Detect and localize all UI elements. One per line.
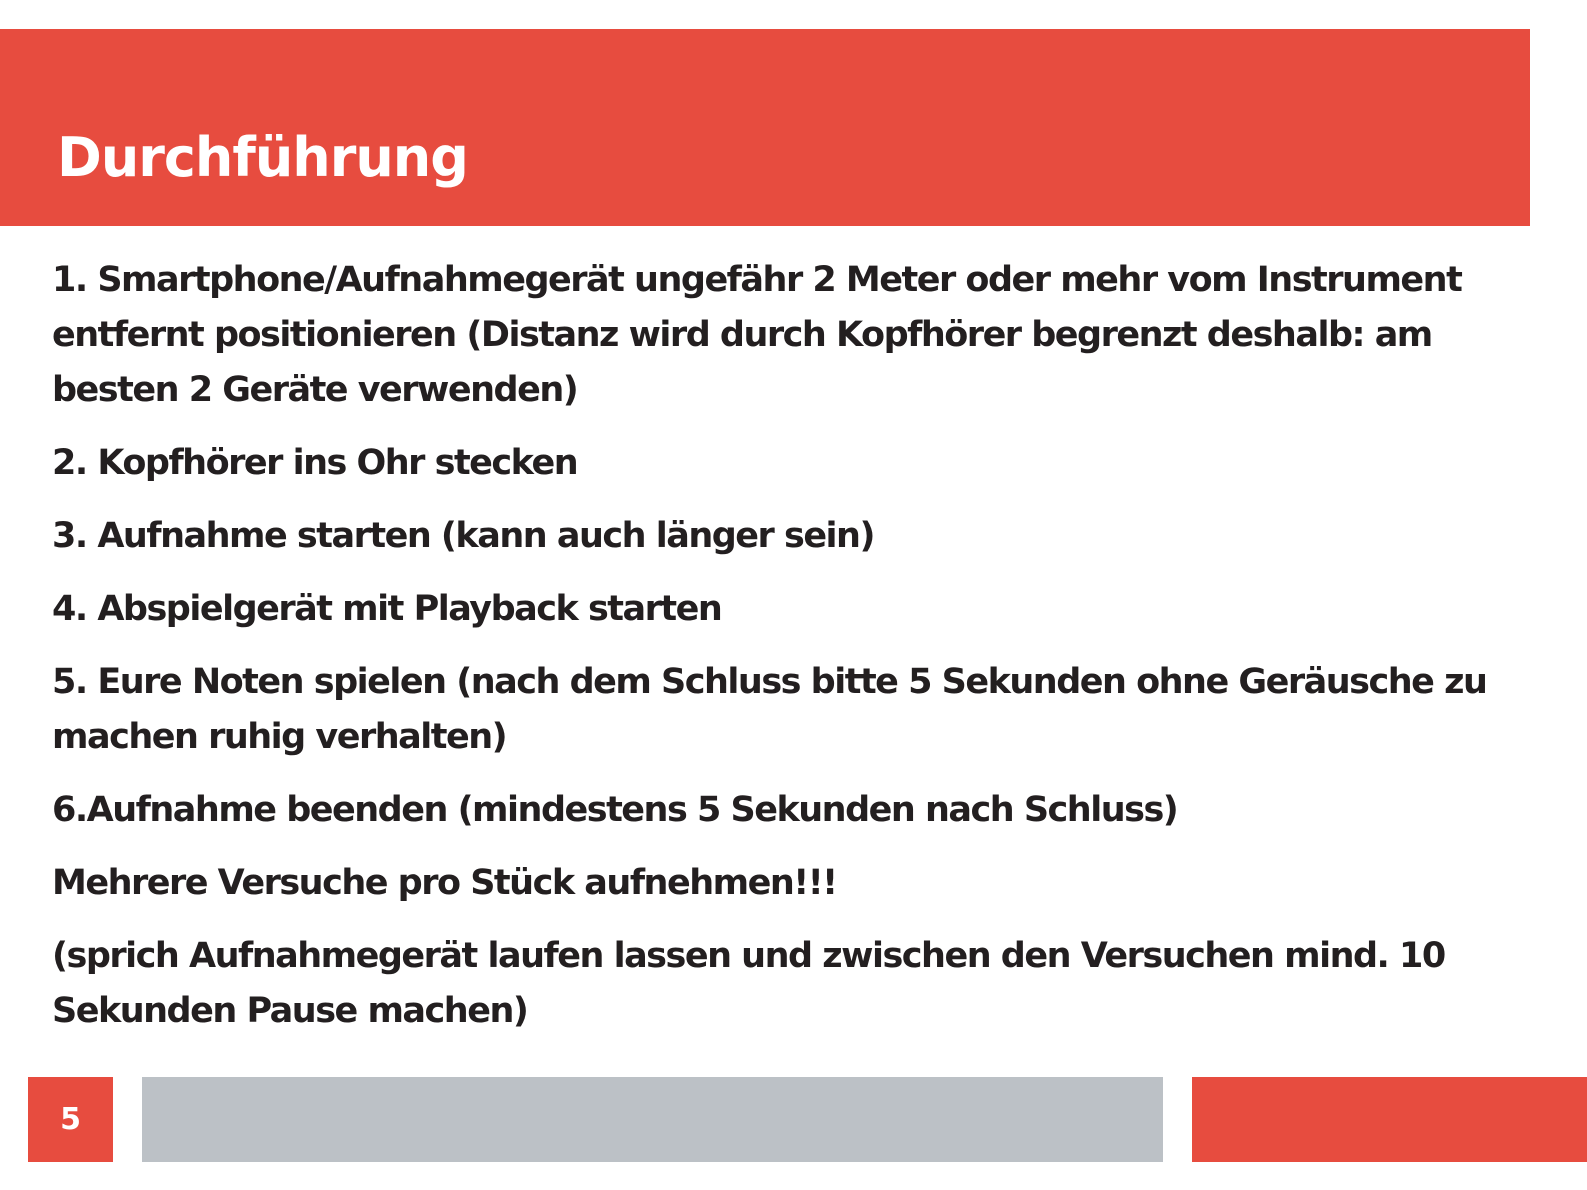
footer-red-bar [1192,1077,1587,1162]
step-1-text: 1. Smartphone/Aufnahmegerät ungefähr 2 Meter oder mehr vom Instrument entfernt positionieren (Distanz wird durch Kopfhörer begrenzt deshalb: am besten 2 Geräte verwenden) [52,260,1462,410]
note-pause-explanation: (sprich Aufnahmegerät laufen lassen und zwischen den Versuchen mind. 10 Sekunden Pause machen) [52,936,1445,1031]
step-3-text: 3. Aufnahme starten (kann auch länger sein) [52,516,874,556]
page-number: 5 [60,1102,81,1137]
footer-gray-bar [142,1077,1163,1162]
note-multiple-attempts: Mehrere Versuche pro Stück aufnehmen!!! [52,863,837,903]
page-number-box [28,1077,113,1162]
step-4-text: 4. Abspielgerät mit Playback starten [52,589,722,629]
step-5-text: 5. Eure Noten spielen (nach dem Schluss bitte 5 Sekunden ohne Geräusche zu machen ruhig verhalten) [52,662,1487,757]
step-6-text: 6.Aufnahme beenden (mindestens 5 Sekunden nach Schluss) [52,790,1178,830]
slide-title: Durchführung [57,126,468,189]
step-2-text: 2. Kopfhörer ins Ohr stecken [52,443,578,483]
content-body [52,253,1522,1057]
